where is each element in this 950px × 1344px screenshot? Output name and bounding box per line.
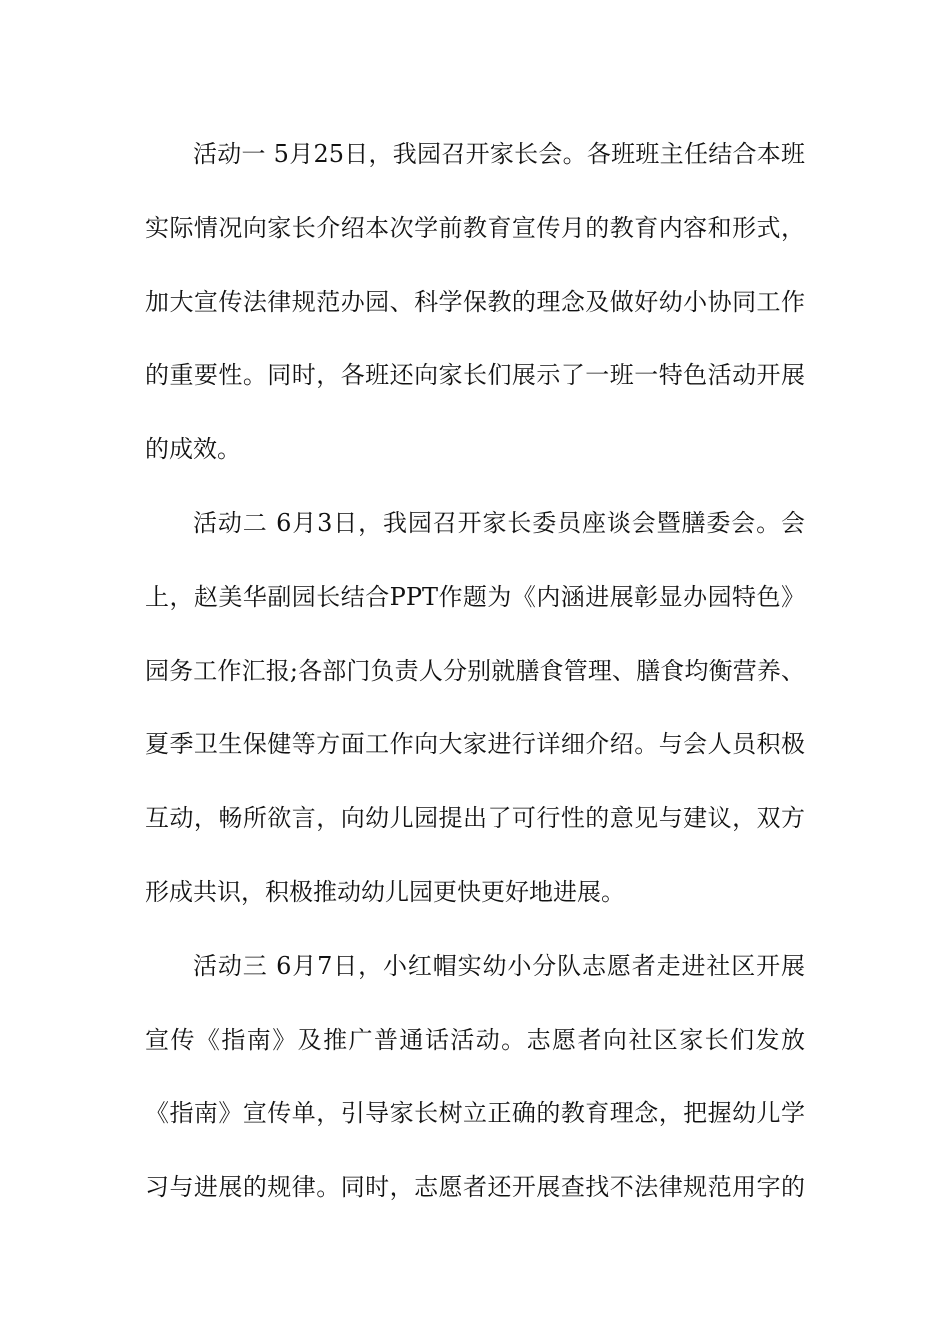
paragraph-2-line-2: 上，赵美华副园长结合PPT作题为《内涵进展彰显办园特色》 [145, 582, 805, 611]
document-body [145, 121, 805, 1228]
paragraph-1-line-4: 的重要性。同时，各班还向家长们展示了一班一特色活动开展 [145, 361, 805, 390]
paragraph-1-line-2: 实际情况向家长介绍本次学前教育宣传月的教育内容和形式， [145, 213, 805, 242]
paragraph-2-line-1: 活动二 6月3日，我园召开家长委员座谈会暨膳委会。会 [193, 508, 805, 537]
paragraph-2-line-3: 园务工作汇报;各部门负责人分别就膳食管理、膳食均衡营养、 [145, 656, 805, 685]
paragraph-1-line-5: 的成效。 [145, 435, 241, 464]
paragraph-2-line-6: 形成共识，积极推动幼儿园更快更好地进展。 [145, 877, 625, 906]
paragraph-3-line-2: 宣传《指南》及推广普通话活动。志愿者向社区家长们发放 [145, 1025, 805, 1054]
paragraph-2-line-5: 互动，畅所欲言，向幼儿园提出了可行性的意见与建议，双方 [145, 804, 805, 833]
paragraph-3-line-4: 习与进展的规律。同时，志愿者还开展查找不法律规范用字的 [145, 1173, 805, 1202]
paragraph-1-line-1: 活动一 5月25日，我园召开家长会。各班班主任结合本班 [193, 140, 805, 168]
paragraph-2-line-4: 夏季卫生保健等方面工作向大家进行详细介绍。与会人员积极 [145, 730, 805, 759]
paragraph-3-line-1: 活动三 6月7日，小红帽实幼小分队志愿者走进社区开展 [193, 951, 805, 980]
paragraph-1-line-3: 加大宣传法律规范办园、科学保教的理念及做好幼小协同工作 [145, 287, 805, 316]
paragraph-3-line-3: 《指南》宣传单，引导家长树立正确的教育理念，把握幼儿学 [145, 1099, 805, 1128]
